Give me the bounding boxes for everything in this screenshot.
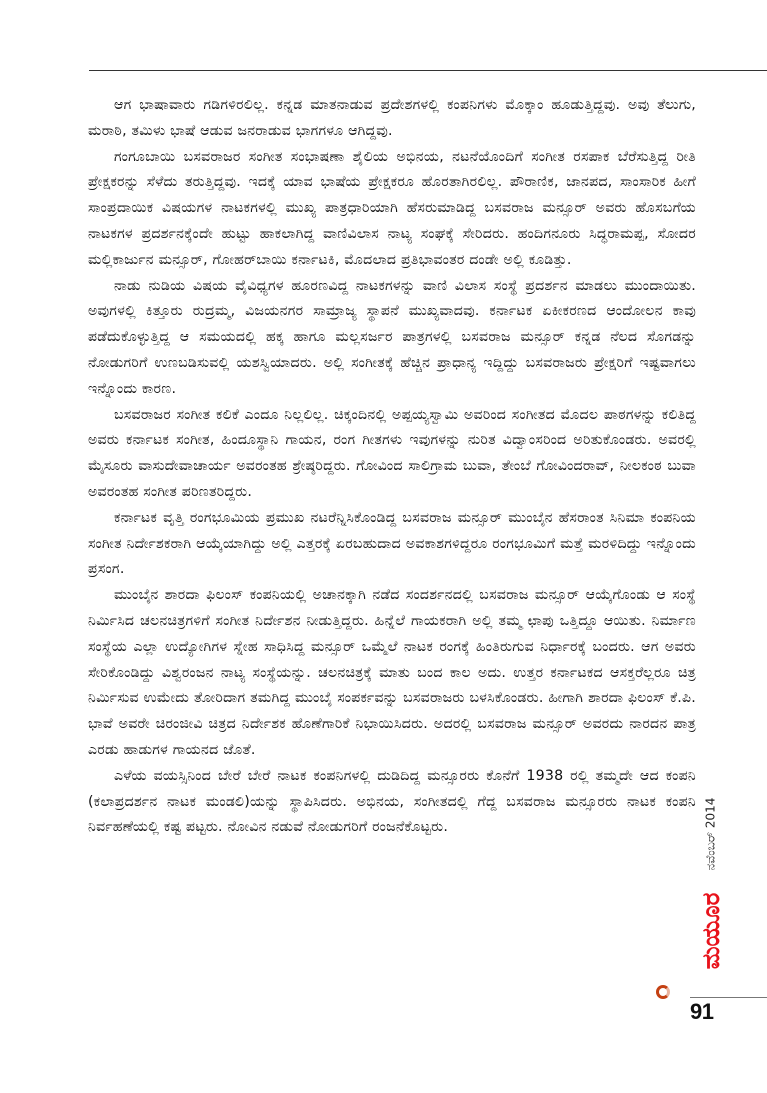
paragraph-4: ಬಸವರಾಜರ ಸಂಗೀತ ಕಲಿಕೆ ಎಂದೂ ನಿಲ್ಲಲಿಲ್ಲ. ಚಿಕ್ಕಂದಿನಲ್ಲಿ ಅಪ್ಪಯ್ಯಸ್ವಾಮಿ ಅವರಿಂದ ಸಂಗೀತದ ಮೊದಲ ಪಾಠಗಳನ್ನು ಕಲಿತಿದ್ದ ಅವರು ಕರ್ನಾಟಕ ಸಂಗೀತ, ಹಿಂದೂಸ್ಥಾನಿ ಗಾಯನ, ರಂಗ ಗೀತಗಳು ಇವುಗಳನ್ನು ನುರಿತ ವಿದ್ವಾಂಸರಿಂದ ಅರಿತುಕೊಂಡರು. ಅವರಲ್ಲಿ ಮೈಸೂರು ವಾಸುದೇವಾಚಾರ್ಯ ಅವರಂತಹ ಶ್ರೇಷ್ಠರಿದ್ದರು. ಗೋವಿಂದ ಸಾಲಿಗ್ರಾಮ ಬುವಾ, ತೇಂಬೆ ಗೋವಿಂದರಾವ್, ನೀಲಕಂಠ ಬುವಾ ಅವರಂತಹ ಸಂಗೀತ ಪರಿಣತರಿದ್ದರು. [88, 406, 696, 500]
paragraph-6: ಮುಂಬೈನ ಶಾರದಾ ಫಿಲಂಸ್ ಕಂಪನಿಯಲ್ಲಿ ಅಚಾನಕ್ಕಾಗಿ ನಡೆದ ಸಂದರ್ಶನದಲ್ಲಿ ಬಸವರಾಜ ಮನ್ಸೂರ್ ಆಯ್ಕೆಗೊಂಡು ಆ ಸಂಸ್ಥೆ ನಿರ್ಮಿಸಿದ ಚಲನಚಿತ್ರಗಳಿಗೆ ಸಂಗೀತ ನಿರ್ದೇಶನ ನೀಡುತ್ತಿದ್ದರು. ಹಿನ್ನೆಲೆ ಗಾಯಕರಾಗಿ ಅಲ್ಲಿ ತಮ್ಮ ಛಾಪು ಒತ್ತಿದ್ದೂ ಆಯಿತು. ನಿರ್ಮಾಣ ಸಂಸ್ಥೆಯ ಎಲ್ಲಾ ಉದ್ಯೋಗಿಗಳ ಸ್ನೇಹ ಸಾಧಿಸಿದ್ದ ಮನ್ಸೂರ್ ಒಮ್ಮೆಲೆ ನಾಟಕ ರಂಗಕ್ಕೆ ಹಿಂತಿರುಗುವ ನಿರ್ಧಾರಕ್ಕೆ ಬಂದರು. ಆಗ ಅವರು ಸೇರಿಕೊಂಡಿದ್ದು ವಿಶ್ವರಂಜನ ನಾಟ್ಯ ಸಂಸ್ಥೆಯನ್ನು. ಚಲನಚಿತ್ರಕ್ಕೆ ಮಾತು ಬಂದ ಕಾಲ ಅದು. ಉತ್ತರ ಕರ್ನಾಟಕದ ಆಸಕ್ತರೆಲ್ಲರೂ ಚಿತ್ರ ನಿರ್ಮಿಸುವ ಉಮೇದು ತೋರಿದಾಗ ತಮಗಿದ್ದ ಮುಂಬೈ ಸಂಪರ್ಕವನ್ನು ಬಸವರಾಜರು ಬಳಸಿಕೊಂಡರು. ಹೀಗಾಗಿ ಶಾರದಾ ಫಿಲಂಸ್ ಕೆ.ಪಿ. ಭಾವೆ ಅವರೇ ಚಿರಂಜೀವಿ ಚಿತ್ರದ ನಿರ್ದೇಶಕ ಹೊಣೆಗಾರಿಕೆ ನಿಭಾಯಿಸಿದರು. ಅದರಲ್ಲಿ ಬಸವರಾಜ ಮನ್ಸೂರ್ ಅವರದು ನಾರದನ ಪಾತ್ರ ಎರಡು ಹಾಡುಗಳ ಗಾಯನದ ಜೊತೆ. [88, 587, 696, 758]
magazine-logo-text: ಮಯೂರ [697, 892, 725, 970]
page-number: 91 [690, 999, 714, 1024]
magazine-logo [698, 882, 724, 980]
circle-ornament-icon [656, 985, 670, 999]
paragraph-1: ಆಗ ಭಾಷಾವಾರು ಗಡಿಗಳಿರಲಿಲ್ಲ. ಕನ್ನಡ ಮಾತನಾಡುವ ಪ್ರದೇಶಗಳಲ್ಲಿ ಕಂಪನಿಗಳು ಮೊಕ್ಕಾಂ ಹೂಡುತ್ತಿದ್ದವು. ಅವು ತೆಲುಗು, ಮರಾಠಿ, ತಮಿಳು ಭಾಷೆ ಆಡುವ ಜನರಾಡುವ ಭಾಗಗಳೂ ಆಗಿದ್ದವು. [88, 97, 696, 139]
paragraph-5: ಕರ್ನಾಟಕ ವೃತ್ತಿ ರಂಗಭೂಮಿಯ ಪ್ರಮುಖ ನಟರೆನ್ನಿಸಿಕೊಂಡಿದ್ದ ಬಸವರಾಜ ಮನ್ಸೂರ್ ಮುಂಬೈನ ಹೆಸರಾಂತ ಸಿನಿಮಾ ಕಂಪನಿಯ ಸಂಗೀತ ನಿರ್ದೇಶಕರಾಗಿ ಆಯ್ಕೆಯಾಗಿದ್ದು ಅಲ್ಲಿ ಎತ್ತರಕ್ಕೆ ಏರಬಹುದಾದ ಅವಕಾಶಗಳಿದ್ದರೂ ರಂಗಭೂಮಿಗೆ ಮತ್ತೆ ಮರಳಿದಿದ್ದು ಇನ್ನೊಂದು ಪ್ರಸಂಗ. [88, 509, 696, 578]
issue-date-text: ನವೆಂಬರ್ 2014 [703, 797, 718, 871]
paragraph-3: ನಾಡು ನುಡಿಯ ವಿಷಯ ವೈವಿಧ್ಯಗಳ ಹೂರಣವಿದ್ದ ನಾಟಕಗಳನ್ನು ವಾಣಿ ವಿಲಾಸ ಸಂಸ್ಥೆ ಪ್ರದರ್ಶನ ಮಾಡಲು ಮುಂದಾಯಿತು. ಅವುಗಳಲ್ಲಿ ಕಿತ್ತೂರು ರುದ್ರಮ್ಮ, ವಿಜಯನಗರ ಸಾಮ್ರಾಜ್ಯ ಸ್ಥಾಪನೆ ಮುಖ್ಯವಾದವು. ಕರ್ನಾಟಕ ಏಕೀಕರಣದ ಆಂದೋಲನ ಕಾವು ಪಡೆದುಕೊಳ್ಳುತ್ತಿದ್ದ ಆ ಸಮಯದಲ್ಲಿ ಹಕ್ಕ ಹಾಗೂ ಮಲ್ಲಸರ್ಜರ ಪಾತ್ರಗಳಲ್ಲಿ ಬಸವರಾಜ ಮನ್ಸೂರ್ ಕನ್ನಡ ನೆಲದ ಸೊಗಡನ್ನು ನೋಡುಗರಿಗೆ ಉಣಬಡಿಸುವಲ್ಲಿ ಯಶಸ್ವಿಯಾದರು. ಅಲ್ಲಿ ಸಂಗೀತಕ್ಕೆ ಹೆಚ್ಚಿನ ಪ್ರಾಧಾನ್ಯ ಇದ್ದಿದ್ದು ಬಸವರಾಜರು ಪ್ರೇಕ್ಷರಿಗೆ ಇಷ್ಟವಾಗಲು ಇನ್ನೊಂದು ಕಾರಣ. [88, 277, 696, 397]
side-margin [698, 790, 724, 986]
article-body [88, 93, 696, 841]
issue-date [698, 790, 724, 878]
paragraph-2: ಗಂಗೂಬಾಯಿ ಬಸವರಾಜರ ಸಂಗೀತ ಸಂಭಾಷಣಾ ಶೈಲಿಯ ಅಭಿನಯ, ನಟನೆಯೊಂದಿಗೆ ಸಂಗೀತ ರಸಪಾಕ ಬೆರೆಸುತ್ತಿದ್ದ ರೀತಿ ಪ್ರೇಕ್ಷಕರನ್ನು ಸೆಳೆದು ತರುತ್ತಿದ್ದವು. ಇದಕ್ಕೆ ಯಾವ ಭಾಷೆಯ ಪ್ರೇಕ್ಷಕರೂ ಹೊರತಾಗಿರಲಿಲ್ಲ. ಪೌರಾಣಿಕ, ಜಾನಪದ, ಸಾಂಸಾರಿಕ ಹೀಗೆ ಸಾಂಪ್ರದಾಯಿಕ ವಿಷಯಗಳ ನಾಟಕಗಳಲ್ಲಿ ಮುಖ್ಯ ಪಾತ್ರಧಾರಿಯಾಗಿ ಹೆಸರುಮಾಡಿದ್ದ ಬಸವರಾಜ ಮನ್ಸೂರ್ ಅವರು ಹೊಸಬಗೆಯ ನಾಟಕಗಳ ಪ್ರದರ್ಶನಕ್ಕೆಂದೇ ಹುಟ್ಟು ಹಾಕಲಾಗಿದ್ದ ವಾಣಿವಿಲಾಸ ನಾಟ್ಯ ಸಂಘಕ್ಕೆ ಸೇರಿದರು. ಹಂದಿಗನೂರು ಸಿದ್ಧರಾಮಪ್ಪ, ಸೋದರ ಮಲ್ಲಿಕಾರ್ಜುನ ಮನ್ಸೂರ್, ಗೋಹರ್‌ಬಾಯಿ ಕರ್ನಾಟಕಿ, ಮೊದಲಾದ ಪ್ರತಿಭಾವಂತರ ದಂಡೇ ಅಲ್ಲಿ ಕೂಡಿತ್ತು. [88, 148, 696, 268]
header-rule [89, 70, 767, 71]
paragraph-7: ಎಳೆಯ ವಯಸ್ಸಿನಿಂದ ಬೇರೆ ಬೇರೆ ನಾಟಕ ಕಂಪನಿಗಳಲ್ಲಿ ದುಡಿದಿದ್ದ ಮನ್ಸೂರರು ಕೊನೆಗೆ 1938 ರಲ್ಲಿ ತಮ್ಮದೇ ಆದ ಕಂಪನಿ (ಕಲಾಪ್ರದರ್ಶನ ನಾಟಕ ಮಂಡಲಿ)ಯನ್ನು ಸ್ಥಾಪಿಸಿದರು. ಅಭಿನಯ, ಸಂಗೀತದಲ್ಲಿ ಗೆದ್ದ ಬಸವರಾಜ ಮನ್ಸೂರರು ನಾಟಕ ಕಂಪನಿ ನಿರ್ವಹಣೆಯಲ್ಲಿ ಕಷ್ಟ ಪಟ್ಟರು. ನೋವಿನ ನಡುವೆ ನೋಡುಗರಿಗೆ ರಂಜನೆಕೊಟ್ಟರು. [88, 767, 696, 836]
footer-rule [690, 997, 767, 998]
